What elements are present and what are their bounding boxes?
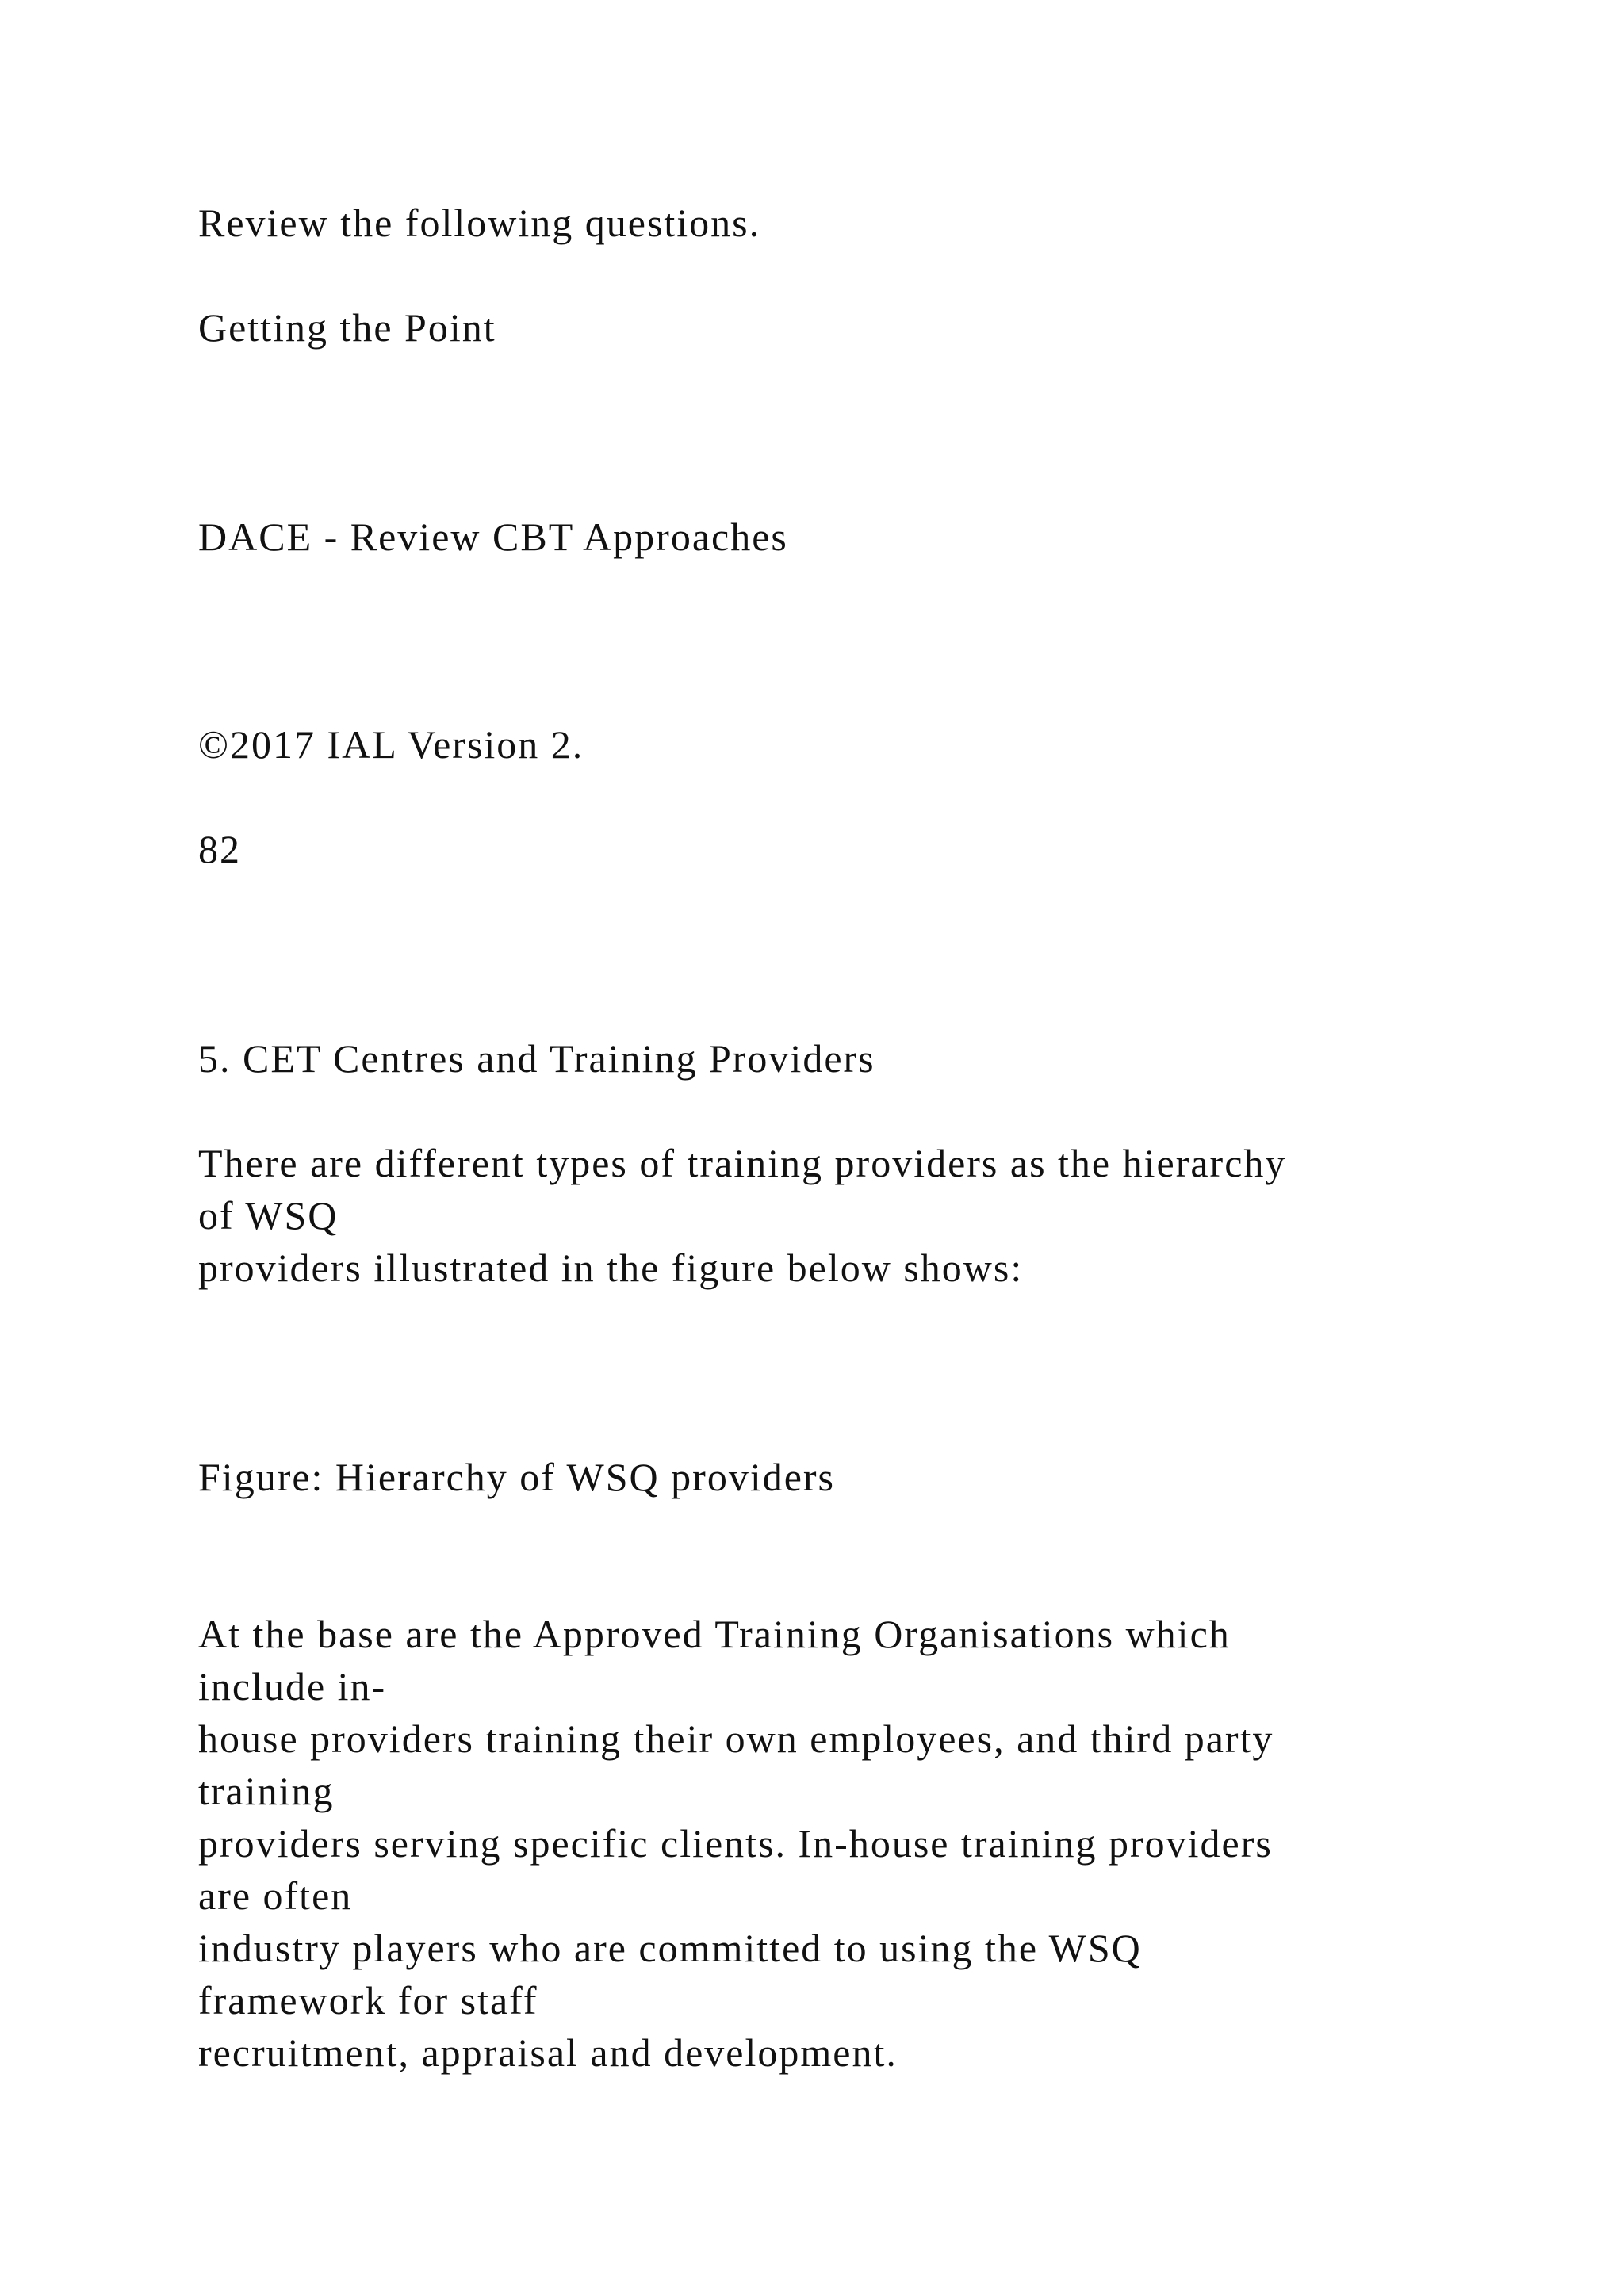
paragraph-line: of WSQ	[198, 1193, 339, 1238]
page-number: 82	[198, 827, 241, 871]
paragraph-line: providers serving specific clients. In-house training providers	[198, 1821, 1273, 1866]
paragraph-line: providers illustrated in the figure below shows:	[198, 1246, 1024, 1290]
copyright-notice: ©2017 IAL Version 2.	[198, 722, 584, 767]
getting-the-point-heading: Getting the Point	[198, 305, 496, 350]
paragraph-line: industry players who are committed to using the WSQ	[198, 1926, 1142, 1970]
figure-caption: Figure: Hierarchy of WSQ providers	[198, 1455, 836, 1499]
section-heading: 5. CET Centres and Training Providers	[198, 1036, 875, 1081]
paragraph-line: There are different types of training providers as the hierarchy	[198, 1141, 1287, 1185]
paragraph-line: are often	[198, 1873, 353, 1918]
course-title: DACE - Review CBT Approaches	[198, 515, 788, 559]
paragraph-line: include in-	[198, 1664, 387, 1709]
paragraph-line: house providers training their own employees, and third party	[198, 1716, 1274, 1761]
paragraph-line: framework for staff	[198, 1978, 538, 2022]
paragraph-line: At the base are the Approved Training Organisations which	[198, 1612, 1231, 1656]
paragraph-line: training	[198, 1769, 335, 1813]
paragraph-line: recruitment, appraisal and development.	[198, 2030, 898, 2075]
review-instruction: Review the following questions.	[198, 201, 761, 245]
